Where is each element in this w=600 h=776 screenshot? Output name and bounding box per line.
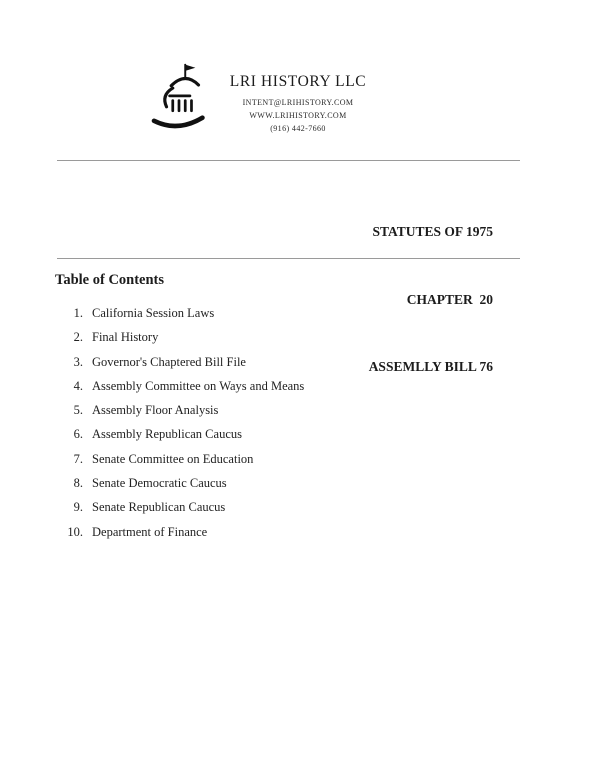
toc-item [55,447,515,471]
company-email: INTENT@LRIHISTORY.COM [242,98,354,107]
toc-item-label: Department of Finance [92,524,208,539]
toc-list [55,301,515,544]
company-website: WWW.LRIHISTORY.COM [249,111,347,120]
toc-item-label: California Session Laws [92,306,215,320]
capitol-building-logo-icon [140,60,218,138]
toc-item [55,398,515,422]
toc-title: Table of Contents [55,272,165,288]
toc-item-label: Assembly Floor Analysis [92,403,219,418]
toc-item-label: Final History [92,330,159,345]
company-phone: (916) 442-7660 [270,124,326,133]
toc-item-label: Assembly Republican Caucus [92,427,242,442]
toc-item-number: 6. [73,427,83,442]
divider-top [57,160,520,161]
company-header [213,73,383,135]
toc-item-number: 3. [73,354,83,369]
chapter-line: CHAPTER 20 [406,291,493,307]
toc-item [55,350,515,374]
toc-item [55,520,515,544]
toc-item [55,495,515,519]
toc-item-number: 10. [67,524,83,539]
toc-item-label: Senate Republican Caucus [92,500,226,515]
toc-item-number: 7. [73,451,83,466]
company-name: LRI HISTORY LLC [229,73,367,90]
toc-item-label: Governor's Chaptered Bill File [92,354,246,369]
toc-item-label: Assembly Committee on Ways and Means [92,378,305,393]
toc-item-number: 9. [73,500,83,515]
toc-item [55,301,515,325]
toc-item [55,325,515,349]
assembly-bill-line: ASSEMLLY BILL 76 [368,359,493,374]
toc-item [55,471,515,495]
toc-item [55,374,515,398]
toc-item-number: 2. [73,330,83,345]
toc-item-number: 8. [73,476,83,491]
toc-item-number: 4. [73,378,83,393]
divider-bottom [57,258,520,259]
toc-item-number: 5. [73,403,83,418]
toc-item [55,422,515,446]
statutes-line: STATUTES OF 1975 [372,224,493,239]
toc-item-number: 1. [73,306,83,320]
toc-item-label: Senate Committee on Education [92,451,254,466]
toc-item-label: Senate Democratic Caucus [92,476,227,491]
